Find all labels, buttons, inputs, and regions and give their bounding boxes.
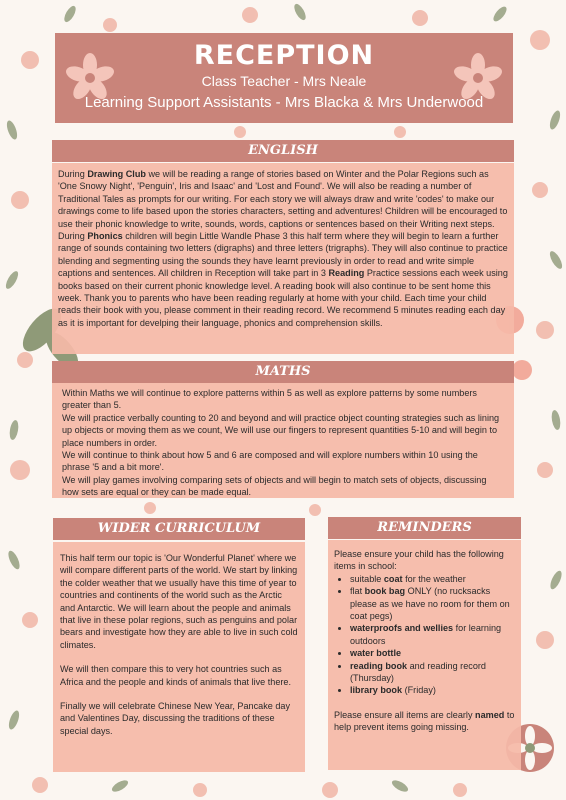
reminders-list bbox=[334, 573, 515, 697]
item-bold: reading book bbox=[350, 660, 408, 671]
item-text: flat bbox=[350, 586, 365, 597]
item-text: suitable bbox=[350, 573, 384, 584]
maths-line: We will continue to think about how 5 and 6 are composed and will explore numbers within 10 using the phrase '5 and a bit more'. bbox=[62, 450, 478, 473]
reminders-section bbox=[328, 540, 521, 770]
wider-paragraph: This half term our topic is 'Our Wonderful Planet' where we will compare different parts of the world. We start by linking the colder weather that we usually have this time of year to countries and continents of the world such as the Arctic and Antarctic. We will learn about the people and animals that live in these polar regions, such as penguins and polar bears and investigate how they are able to live in such cold climates. bbox=[60, 553, 298, 650]
class-teacher: Class Teacher - Mrs Neale bbox=[201, 73, 367, 89]
list-item bbox=[350, 622, 515, 647]
wider-paragraph: We will then compare this to very hot countries such as Africa and the people and kinds of animals that live there. bbox=[60, 664, 292, 687]
item-text: (Friday) bbox=[402, 685, 436, 696]
maths-line: We will practice verbally counting to 20 and beyond and will practice object counting strategies such as lining up objects or moving them as we count, We will use our fingers to represent quantities 5-10 and will begin to place numbers in order. bbox=[62, 412, 500, 448]
outro-text: Please ensure all items are clearly bbox=[334, 709, 476, 720]
page-title: RECEPTION bbox=[193, 40, 375, 71]
wider-paragraph: Finally we will celebrate Chinese New Year, Pancake day and Valentines Day, discussing the traditions of these special days. bbox=[60, 701, 290, 736]
list-item bbox=[350, 573, 515, 585]
item-text: and reading record (Thursday) bbox=[350, 660, 486, 684]
outro-bold: named bbox=[475, 709, 505, 720]
maths-section bbox=[52, 383, 514, 498]
item-bold: library book bbox=[350, 685, 403, 696]
reminders-outro bbox=[334, 709, 515, 734]
english-text: children will begin Little Wandle Phase 3 this half term where they will begin to learn a further range of sounds containing two letters (digraphs) and three letters (trigraphs). They will also continue to practice blending and segmenting using the sounds they have learnt previously in order to read and write simple captions and sentences. All children in Reception will take part in 3 bbox=[58, 231, 508, 279]
item-text: for learning outdoors bbox=[350, 623, 502, 646]
flower-icon bbox=[453, 53, 503, 103]
reminders-heading: REMINDERS bbox=[328, 517, 521, 539]
english-section bbox=[52, 163, 514, 354]
item-text: ONLY (no rucksacks please as we have no room for them on coat pegs) bbox=[350, 586, 510, 622]
header-banner bbox=[55, 33, 513, 123]
maths-heading: MATHS bbox=[52, 361, 514, 383]
phonics-label: Phonics bbox=[87, 231, 123, 242]
list-item bbox=[350, 660, 515, 685]
english-text: we will be reading a range of stories based on Winter and the Polar Regions such as 'One Snowy Night', 'Penguin', Iris and Isaac' and 'Lost and Found'. We will also be reading a number of Traditional Tales as prompts for our writing. For each story we will always draw and write 'codes' to make our drawings come to life based upon the stories characters, setting and adventures! Children will be encouraged to use their phonic knowledge to write, sounds, words, captions or sentences based on their Writing next steps. During bbox=[58, 169, 508, 242]
maths-line: Within Maths we will continue to explore patterns within 5 as well as explore patterns by some numbers greater than 5. bbox=[62, 388, 477, 411]
item-bold: water bottle bbox=[350, 648, 402, 659]
english-text: Practice sessions each week using books based on their current phonic knowledge level. A reading book will also continue to be sent home this week. Thank you to parents who have been reading regularly at home with your child. Each time your child reads their book with you, please comment in their reading record. We recommend 5 minutes reading each day as it is important for develping their language, phonics and comprehension skills. bbox=[58, 268, 508, 328]
reminders-intro: Please ensure your child has the following items in school: bbox=[334, 549, 504, 572]
english-heading: ENGLISH bbox=[52, 140, 514, 162]
wider-curriculum-heading: WIDER CURRICULUM bbox=[53, 518, 305, 540]
drawing-club-label: Drawing Club bbox=[87, 169, 146, 179]
outro-text: to help prevent items going missing. bbox=[334, 709, 515, 733]
wider-curriculum-section bbox=[53, 542, 305, 772]
learning-support-assistants: Learning Support Assistants - Mrs Blacka & Mrs Underwood bbox=[84, 94, 484, 111]
item-bold: book bag bbox=[364, 586, 406, 597]
item-bold: waterproofs and wellies bbox=[350, 623, 454, 634]
list-item bbox=[350, 647, 515, 659]
list-item bbox=[350, 684, 515, 696]
item-bold: coat bbox=[383, 573, 403, 584]
item-text: for the weather bbox=[402, 573, 466, 584]
flower-icon bbox=[65, 53, 115, 103]
english-text: During bbox=[58, 169, 88, 179]
english-paragraph bbox=[58, 168, 508, 329]
maths-line: We will play games involving comparing sets of objects and will begin to match sets of objects, discussing how sets are equal or they can be made equal. bbox=[62, 474, 487, 498]
list-item bbox=[350, 585, 515, 622]
reading-label: Reading bbox=[328, 268, 365, 279]
